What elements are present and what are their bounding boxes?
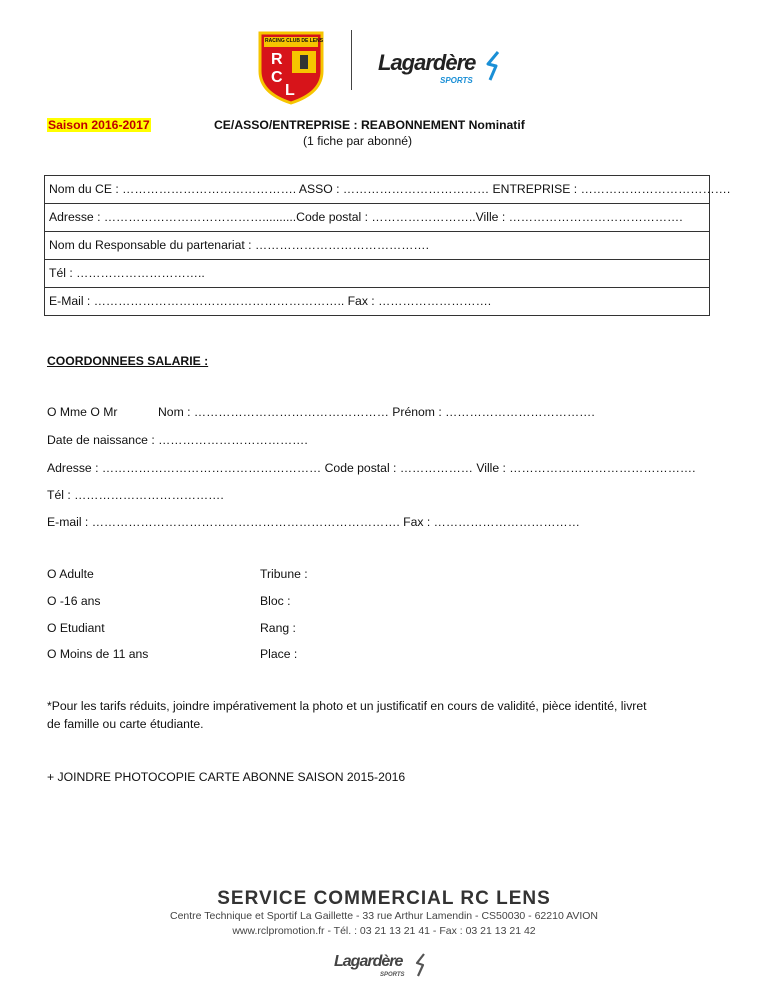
partner-ce-asso-entreprise-field[interactable]: Nom du CE : ……………………………………. ASSO : ……………………………… ENTREPRISE : ……………………………….: [49, 182, 731, 196]
lagardere-logo-text: Lagardère: [378, 50, 476, 75]
partner-info-box: [44, 175, 731, 316]
footer-sports-text: SPORTS: [380, 972, 405, 978]
employee-email-fax-field[interactable]: E-mail : …………………………………………………………………. Fax : ………………………………: [47, 515, 580, 529]
rcl-crest-logo: [256, 27, 326, 105]
reduced-rate-note-line2: de famille ou carte étudiante.: [47, 717, 204, 731]
employee-address-field[interactable]: Adresse : ……………………………………………… Code postal : ……………… Ville : ……………………………………….: [47, 461, 696, 475]
rcl-crest-top-text: RACING CLUB DE LENS: [265, 38, 324, 44]
rcl-letter-c: C: [271, 69, 283, 86]
rcl-letter-r: R: [271, 51, 283, 68]
seat-place-field[interactable]: Place :: [260, 647, 298, 661]
logo-divider: [351, 30, 352, 90]
civility-options[interactable]: O Mme O Mr: [47, 405, 118, 419]
category-adult-option[interactable]: O Adulte: [47, 567, 94, 581]
reduced-rate-note-line1: *Pour les tarifs réduits, joindre impérativement la photo et un justificatif en cours de validité, pièce identité, livret: [47, 699, 647, 713]
form-subtitle: (1 fiche par abonné): [303, 134, 413, 148]
category-under16-option[interactable]: O -16 ans: [47, 594, 101, 608]
form-title: CE/ASSO/ENTREPRISE : REABONNEMENT Nominatif: [214, 118, 525, 132]
employee-section-heading: COORDONNEES SALARIE :: [47, 354, 209, 368]
lagardere-sports-text: SPORTS: [440, 76, 473, 85]
rcl-letter-l: L: [285, 82, 295, 99]
partner-manager-field[interactable]: Nom du Responsable du partenariat : …………………………………….: [49, 238, 429, 252]
employee-dob-field[interactable]: Date de naissance : ……………………………….: [47, 433, 308, 447]
season-label: [47, 118, 151, 132]
footer-wave-icon: [414, 953, 428, 977]
season-highlight: Saison 2016-2017: [48, 118, 150, 132]
partner-phone-field[interactable]: Tél : …………………………..: [49, 266, 205, 280]
lagardere-wave-icon: [484, 50, 504, 82]
footer-title: SERVICE COMMERCIAL RC LENS: [217, 888, 551, 909]
category-under11-option[interactable]: O Moins de 11 ans: [47, 647, 149, 661]
footer-address: Centre Technique et Sportif La Gaillette - 33 rue Arthur Lamendin - CS50030 - 62210 AVION: [169, 910, 599, 922]
footer-lagardere-logo: [334, 953, 434, 983]
seat-bloc-field[interactable]: Bloc :: [260, 594, 291, 608]
attach-card-note: + JOINDRE PHOTOCOPIE CARTE ABONNE SAISON 2015-2016: [47, 770, 406, 784]
employee-phone-field[interactable]: Tél : ……………………………….: [47, 488, 224, 502]
partner-email-fax-field[interactable]: E-Mail : …………………………………………………….. Fax : ……………………….: [49, 294, 492, 308]
seat-tribune-field[interactable]: Tribune :: [260, 567, 308, 581]
seat-rang-field[interactable]: Rang :: [260, 621, 296, 635]
employee-name-field[interactable]: Nom : ………………………………………… Prénom : ……………………………….: [158, 405, 595, 419]
category-student-option[interactable]: O Etudiant: [47, 621, 105, 635]
footer-lagardere-text: Lagardère: [334, 953, 403, 970]
lagardere-sports-logo: [378, 50, 508, 90]
partner-address-field[interactable]: Adresse : …………………………………..........Code postal : ……………………..Ville : …………………………………….: [49, 210, 683, 224]
footer-contact: www.rclpromotion.fr - Tél. : 03 21 13 21 41 - Fax : 03 21 13 21 42: [232, 925, 536, 937]
